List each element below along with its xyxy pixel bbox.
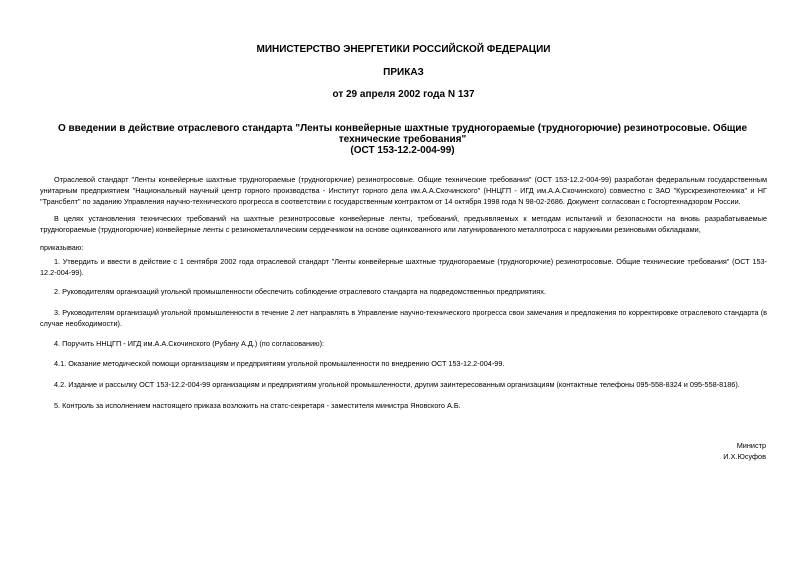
order-item-1: 1. Утвердить и ввести в действие с 1 сентября 2002 года отраслевой стандарт "Ленты конвейерные шахтные трудногораемые (трудногорючие) резинотросовые. Общие технические требования" (ОСТ 153-12.2-004-99). [40, 257, 767, 277]
ministry-heading: МИНИСТЕРСТВО ЭНЕРГЕТИКИ РОССИЙСКОЙ ФЕДЕРАЦИИ [256, 44, 551, 55]
order-item-4-1: 4.1. Оказание методической помощи организациям и предприятиям угольной промышленности по внедрению ОСТ 153-12.2-004-99. [54, 359, 505, 368]
title-line-standard: (ОСТ 153-12.2-004-99) [350, 145, 455, 156]
signatory-position: Министр [736, 441, 766, 450]
signature-block [723, 440, 766, 462]
document-title [40, 123, 765, 156]
order-item-2: 2. Руководителям организаций угольной промышленности обеспечить соблюдение отраслевого стандарта на подведомственных предприятиях. [54, 287, 546, 296]
title-line-main: О введении в действие отраслевого стандарта "Ленты конвейерные шахтные трудногораемые (трудногорючие) резинотросовые. Общие технические требования" [57, 123, 748, 145]
paragraph-intro: Отраслевой стандарт "Ленты конвейерные шахтные трудногораемые (трудногорючие) резинотросовые. Общие технические требования" (ОСТ 153-12.2-004-99) разработан федеральным государственным унитарным предприятием "Национальный научный центр горного производства - Институт горного дела им.А.А.Скочинского" (ННЦГП - ИГД им.А.А.Скочинского) совместно с ЗАО "Курскрезинотехника" и НГ "Трансбелт" по заданию Управления научно-технического прогресса в соответствии с государственным контрактом от 14 октября 1998 года N 98-02-2686. Документ согласован с Госгортехнадзором России. [40, 175, 767, 206]
paragraph-purpose: В целях установления технических требований на шахтные резинотросовые конвейерные ленты, требований, предъявляемых к методам испытаний и безопасности на вновь разрабатываемые трудногораемые (трудногорючие) конвейерные ленты с резинометаллическим сердечником на основе оцинкованного или латунированного металлотроса с наружными резиновыми обкладками, [40, 214, 767, 234]
order-item-5: 5. Контроль за исполнением настоящего приказа возложить на статс-секретаря - заместителя министра Яновского А.Б. [54, 401, 461, 410]
doc-type-heading: ПРИКАЗ [383, 67, 424, 78]
order-item-4: 4. Поручить ННЦГП - ИГД им.А.А.Скочинского (Рубану А.Д.) (по согласованию): [54, 339, 325, 348]
order-item-3: 3. Руководителям организаций угольной промышленности в течение 2 лет направлять в Управление научно-технического прогресса свои замечания и предложения по корректировке отраслевого стандарта (в случае необходимости). [40, 308, 767, 328]
order-item-4-2: 4.2. Издание и рассылку ОСТ 153-12.2-004-99 организациям и предприятиям угольной промышленности, другим заинтересованным организациям (контактные телефоны 095-558-8324 и 095-558-8186). [54, 380, 740, 389]
date-number-heading: от 29 апреля 2002 года N 137 [332, 89, 475, 100]
order-word: приказываю: [40, 243, 84, 252]
signatory-name: И.Х.Юсуфов [723, 452, 766, 461]
